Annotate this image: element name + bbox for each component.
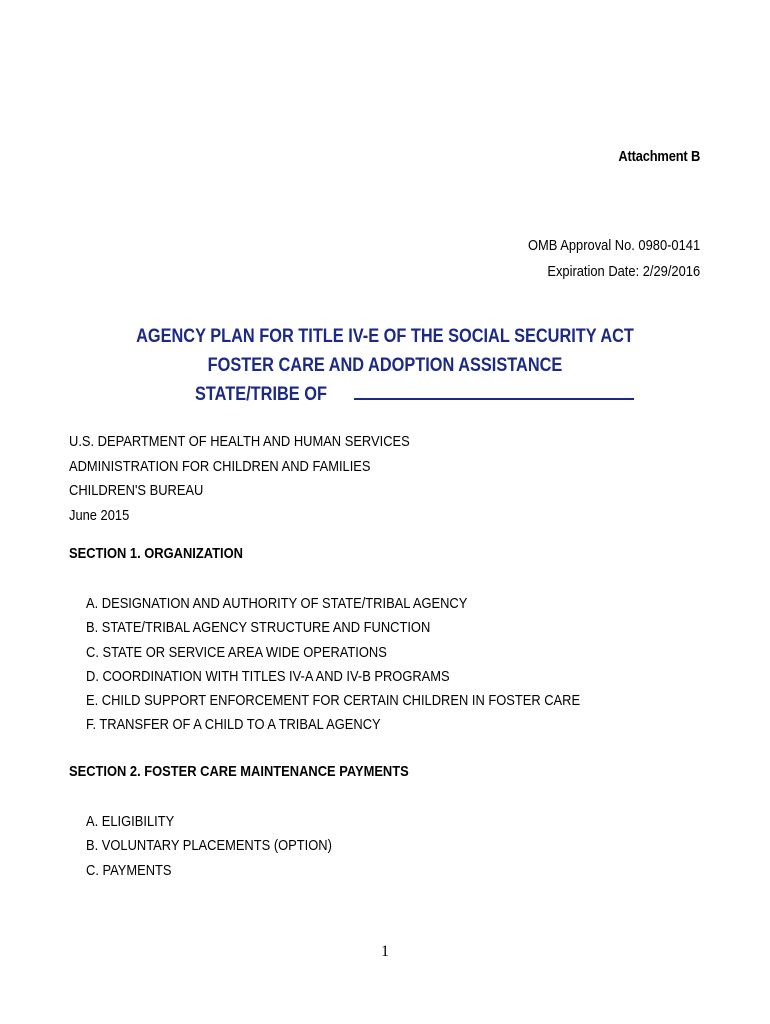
document-date: June 2015 — [69, 506, 130, 524]
list-item: B. STATE/TRIBAL AGENCY STRUCTURE AND FUNCTION — [86, 619, 431, 637]
title-line-2: FOSTER CARE AND ADOPTION ASSISTANCE — [207, 355, 563, 376]
list-item: A. ELIGIBILITY — [86, 813, 175, 830]
list-item: D. COORDINATION WITH TITLES IV-A AND IV-B PROGRAMS — [86, 667, 450, 685]
administration-name: ADMINISTRATION FOR CHILDREN AND FAMILIES — [69, 457, 371, 475]
list-item: C. PAYMENTS — [86, 861, 172, 879]
document-title — [0, 322, 770, 409]
section-1-list — [86, 592, 661, 738]
title-line-1: AGENCY PLAN FOR TITLE IV-E OF THE SOCIAL SECURITY ACT — [136, 326, 634, 347]
omb-approval-number: OMB Approval No. 0980-0141 — [527, 237, 700, 254]
list-item: E. CHILD SUPPORT ENFORCEMENT FOR CERTAIN CHILDREN IN FOSTER CARE — [86, 692, 581, 710]
department-name: U.S. DEPARTMENT OF HEALTH AND HUMAN SERVICES — [69, 433, 410, 450]
list-item: F. TRANSFER OF A CHILD TO A TRIBAL AGENCY — [86, 716, 381, 734]
page-number: 1 — [381, 943, 389, 960]
omb-block — [528, 233, 700, 285]
department-block — [69, 430, 465, 528]
section-2-heading: SECTION 2. FOSTER CARE MAINTENANCE PAYMENTS — [69, 763, 409, 780]
state-tribe-label: STATE/TRIBE OF — [195, 384, 327, 405]
section-1-heading: SECTION 1. ORGANIZATION — [69, 545, 243, 562]
list-item: A. DESIGNATION AND AUTHORITY OF STATE/TRIBAL AGENCY — [86, 595, 468, 612]
list-item: C. STATE OR SERVICE AREA WIDE OPERATIONS — [86, 643, 387, 661]
bureau-name: CHILDREN'S BUREAU — [69, 482, 204, 499]
section-2-list — [86, 810, 372, 883]
state-tribe-blank — [354, 380, 634, 400]
expiration-date: Expiration Date: 2/29/2016 — [547, 263, 700, 280]
attachment-label: Attachment B — [618, 148, 700, 165]
title-line-3 — [0, 380, 770, 409]
list-item: B. VOLUNTARY PLACEMENTS (OPTION) — [86, 837, 332, 855]
